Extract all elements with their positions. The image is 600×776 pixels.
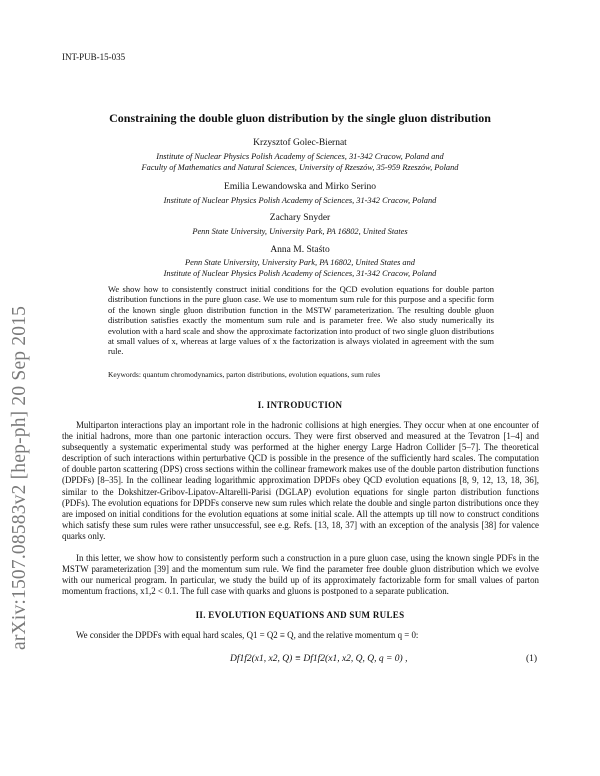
author-affiliation: Penn State University, University Park, PA 16802, United States (192, 227, 408, 236)
author-name: Zachary Snyder (269, 213, 331, 223)
author-affiliation: Institute of Nuclear Physics Polish Academy of Sciences, 31-342 Cracow, Poland (163, 196, 437, 205)
author-affiliation: Institute of Nuclear Physics Polish Academy of Sciences, 31-342 Cracow, Poland and (156, 152, 444, 161)
author-name: Emilia Lewandowska and Mirko Serino (224, 182, 376, 192)
equation-number: (1) (526, 654, 538, 664)
author-name: Anna M. Staśto (270, 245, 330, 255)
abstract: We show how to consistently construct initial conditions for the QCD evolution equations for double parton distribution functions in the pure gluon case. We use to momentum sum rule for this purpose and a specific form of the known single gluon distribution function in the MSTW parameterization. The resulting double gluon distribution satisfies exactly the momentum sum rule and is parameter free. We also study numerically its evolution with a hard scale and show the approximate factorization into product of two single gluon distributions at small values of x, whereas at large values of x the factorization is always violated in agreement with the sum rule. (108, 284, 494, 357)
body-paragraph: In this letter, we show how to consistently perform such a construction in a pure gluon case, using the known single PDFs in the MSTW parameterization [39] and the momentum sum rule. We find the parameter free double gluon distribution which we evolve with our numerical program. In particular, we study the build up of its approximately factorizable form for small values of parton momentum fractions, x1,2 < 0.1. The full case with quarks and gluons is postponed to a separate publication. (62, 553, 539, 597)
arxiv-stamp: arXiv:1507.08583v2 [hep-ph] 20 Sep 2015 (9, 305, 30, 650)
body-paragraph: We consider the DPDFs with equal hard scales, Q1 = Q2 ≡ Q, and the relative momentum q = 0: (76, 630, 419, 640)
author-affiliation: Institute of Nuclear Physics Polish Academy of Sciences, 31-342 Cracow, Poland (163, 269, 437, 278)
section-heading: I. INTRODUCTION (257, 400, 343, 410)
author-name: Krzysztof Golec-Biernat (253, 138, 347, 148)
body-paragraph: Multiparton interactions play an important role in the hadronic collisions at high energies. They occur when at one encounter of the initial hadrons, more than one partonic interaction occurs. They were first observed and measured at the Tevatron [1–4] and subsequently a systematic experimental study was performed at the higher energy Large Hadron Collider [5–7]. The theoretical description of such interactions within perturbative QCD is possible in the presence of the sufficiently hard scales. The computation of double parton scattering (DPS) cross sections within the collinear framework makes use of the double parton distribution functions (DPDFs) [8–35]. In the collinear leading logarithmic approximation DPDFs obey QCD evolution equations [8, 9, 12, 13, 18, 36], similar to the Dokshitzer-Gribov-Lipatov-Altarelli-Parisi (DGLAP) evolution equations for single parton distribution functions (PDFs). The evolution equations for DPDFs conserve new sum rules which relate the double and single parton distributions once they are imposed on initial conditions for the evolution equations at some initial scale. All the attempts up till now to construct conditions which satisfy these sum rules were rather unsuccessful, see e.g. Refs. [13, 18, 37] with an exception of the analysis [38] for valence quarks only. (62, 420, 539, 541)
report-number: INT-PUB-15-035 (62, 52, 126, 62)
equation: Df1f2(x1, x2, Q) ≡ Df1f2(x1, x2, Q, Q, q = 0) , (230, 654, 408, 664)
section-heading: II. EVOLUTION EQUATIONS AND SUM RULES (195, 610, 405, 620)
author-affiliation: Faculty of Mathematics and Natural Sciences, University of Rzeszów, 35-959 Rzeszów, Poland (141, 163, 459, 172)
keywords: Keywords: quantum chromodynamics, parton distributions, evolution equations, sum rules (108, 370, 381, 379)
author-affiliation: Penn State University, University Park, PA 16802, United States and (185, 258, 415, 267)
paper-title: Constraining the double gluon distribution by the single gluon distribution (109, 111, 491, 125)
